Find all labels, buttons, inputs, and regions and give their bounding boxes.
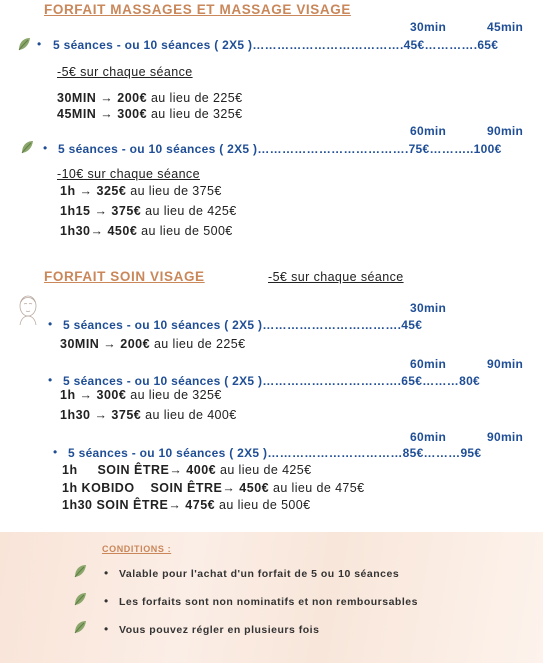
soin-price-kobido: 1h KOBIDO SOIN ÊTRE→ 450€ au lieu de 475€: [62, 481, 365, 495]
face-icon: [16, 292, 40, 326]
leaf-icon: [72, 591, 88, 607]
leaf-icon: [72, 619, 88, 635]
soin-price-soin-etre-1h: 1h SOIN ÊTRE→ 400€ au lieu de 425€: [62, 463, 312, 477]
soin-package-line-3: 5 séances - ou 10 séances ( 2X5 )……………………………85€………95€: [68, 446, 482, 460]
soin-duration-header-60b: 60min: [410, 430, 447, 444]
duration-header-60: 60min: [410, 124, 447, 138]
duration-header-30: 30min: [410, 20, 447, 34]
leaf-icon: [16, 36, 32, 52]
soin-duration-header-30: 30min: [410, 301, 447, 315]
leaf-icon: [19, 139, 35, 155]
bullet-dot: •: [48, 317, 53, 331]
soin-package-line-2: 5 séances - ou 10 séances ( 2X5 )…………………………….65€………80€: [63, 374, 481, 388]
massage-price-1h: 1h → 325€ au lieu de 375€: [60, 184, 222, 198]
bullet-dot: •: [48, 373, 53, 387]
soin-duration-header-60: 60min: [410, 357, 447, 371]
duration-header-90: 90min: [487, 124, 524, 138]
massage-package-line-1: 5 séances - ou 10 séances ( 2X5 )……………………………….45€………….65€: [53, 38, 499, 52]
massage-price-30min: 30MIN → 200€ au lieu de 225€: [57, 91, 243, 105]
leaf-icon: [72, 563, 88, 579]
conditions-title: CONDITIONS :: [102, 544, 172, 554]
massage-package-line-2: 5 séances - ou 10 séances ( 2X5 )……………………………….75€………..100€: [58, 142, 502, 156]
bullet-dot: •: [53, 445, 58, 459]
bullet-dot: •: [37, 37, 42, 51]
massage-discount-1: -5€ sur chaque séance: [57, 65, 193, 79]
soin-price-1h: 1h → 300€ au lieu de 325€: [60, 388, 222, 402]
bullet-dot: •: [104, 594, 109, 608]
massage-section-title: FORFAIT MASSAGES ET MASSAGE VISAGE: [44, 2, 351, 17]
soin-duration-header-90: 90min: [487, 357, 524, 371]
soin-price-1h30: 1h30 → 375€ au lieu de 400€: [60, 408, 237, 422]
bullet-dot: •: [104, 622, 109, 636]
duration-header-45: 45min: [487, 20, 524, 34]
soin-duration-header-90b: 90min: [487, 430, 524, 444]
massage-discount-2: -10€ sur chaque séance: [57, 167, 200, 181]
massage-price-1h30: 1h30→ 450€ au lieu de 500€: [60, 224, 233, 238]
condition-item-2: Les forfaits sont non nominatifs et non remboursables: [119, 596, 418, 608]
soin-price-soin-etre-1h30: 1h30 SOIN ÊTRE→ 475€ au lieu de 500€: [62, 498, 311, 512]
bullet-dot: •: [43, 141, 48, 155]
condition-item-1: Valable pour l'achat d'un forfait de 5 ou 10 séances: [119, 568, 400, 580]
massage-price-1h15: 1h15 → 375€ au lieu de 425€: [60, 204, 237, 218]
soin-section-title: FORFAIT SOIN VISAGE: [44, 269, 205, 284]
soin-price-30min: 30MIN → 200€ au lieu de 225€: [60, 337, 246, 351]
soin-discount: -5€ sur chaque séance: [268, 270, 404, 284]
condition-item-3: Vous pouvez régler en plusieurs fois: [119, 624, 320, 636]
massage-price-45min: 45MIN → 300€ au lieu de 325€: [57, 107, 243, 121]
bullet-dot: •: [104, 566, 109, 580]
soin-package-line-1: 5 séances - ou 10 séances ( 2X5 )…………………………….45€: [63, 318, 423, 332]
